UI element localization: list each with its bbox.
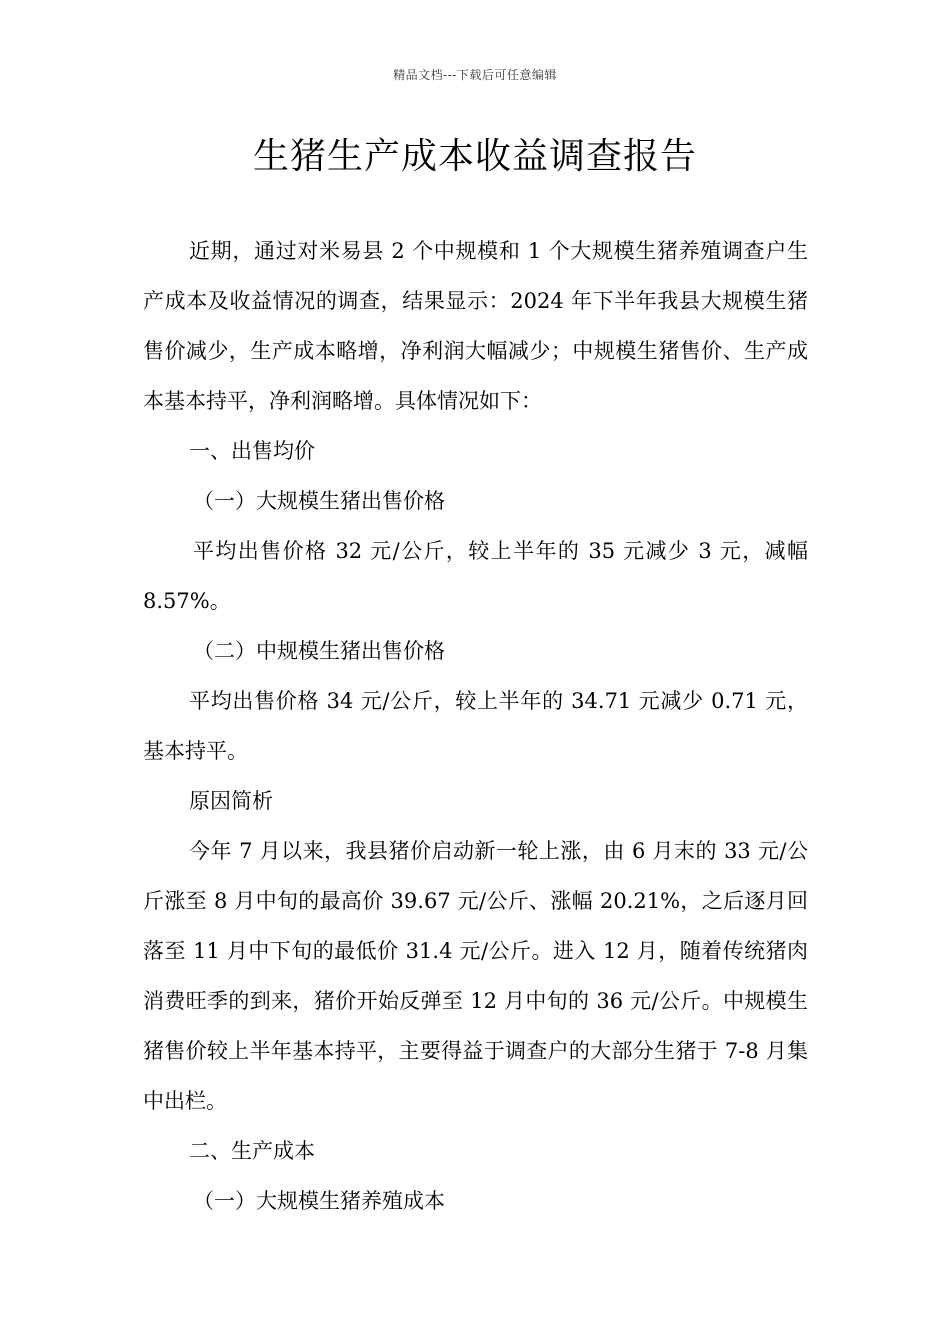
document-title: 生猪生产成本收益调查报告 xyxy=(252,136,697,177)
subsection-heading-large-scale-price: （一）大规模生猪出售价格 xyxy=(193,489,445,513)
subsection-heading-medium-scale-price: （二）中规模生猪出售价格 xyxy=(193,639,445,663)
medium-scale-price-paragraph: 平均出售价格 34 元/公斤，较上半年的 34.71 元减少 0.71 元，基本持平。 xyxy=(143,689,808,763)
section-heading-production-cost: 二、生产成本 xyxy=(189,1139,315,1163)
section-heading-sale-price: 一、出售均价 xyxy=(189,439,315,463)
header-watermark: 精品文档---下载后可任意编辑 xyxy=(393,68,557,82)
section-heading-reason-analysis: 原因简析 xyxy=(189,789,273,813)
intro-paragraph: 近期，通过对米易县 2 个中规模和 1 个大规模生猪养殖调查户生产成本及收益情况的调查，结果显示：2024 年下半年我县大规模生猪售价减少，生产成本略增，净利润大幅减少；中规模生猪售价、生产成本基本持平，净利润略增。具体情况如下： xyxy=(143,239,808,413)
reason-analysis-paragraph: 今年 7 月以来，我县猪价启动新一轮上涨，由 6 月末的 33 元/公斤涨至 8 月中旬的最高价 39.67 元/公斤、涨幅 20.21%，之后逐月回落至 11 月中下旬的最低价 31.4 元/公斤。进入 12 月，随着传统猪肉消费旺季的到来，猪价开始反弹至 12 月中旬的 36 元/公斤。中规模生猪售价较上半年基本持平，主要得益于调查户的大部分生猪于 7-8 月集中出栏。 xyxy=(143,839,808,1113)
large-scale-price-paragraph: 平均出售价格 32 元/公斤，较上半年的 35 元减少 3 元，减幅 8.57%。 xyxy=(143,539,808,613)
subsection-heading-large-scale-cost: （一）大规模生猪养殖成本 xyxy=(193,1189,445,1213)
document-body xyxy=(143,226,808,1226)
